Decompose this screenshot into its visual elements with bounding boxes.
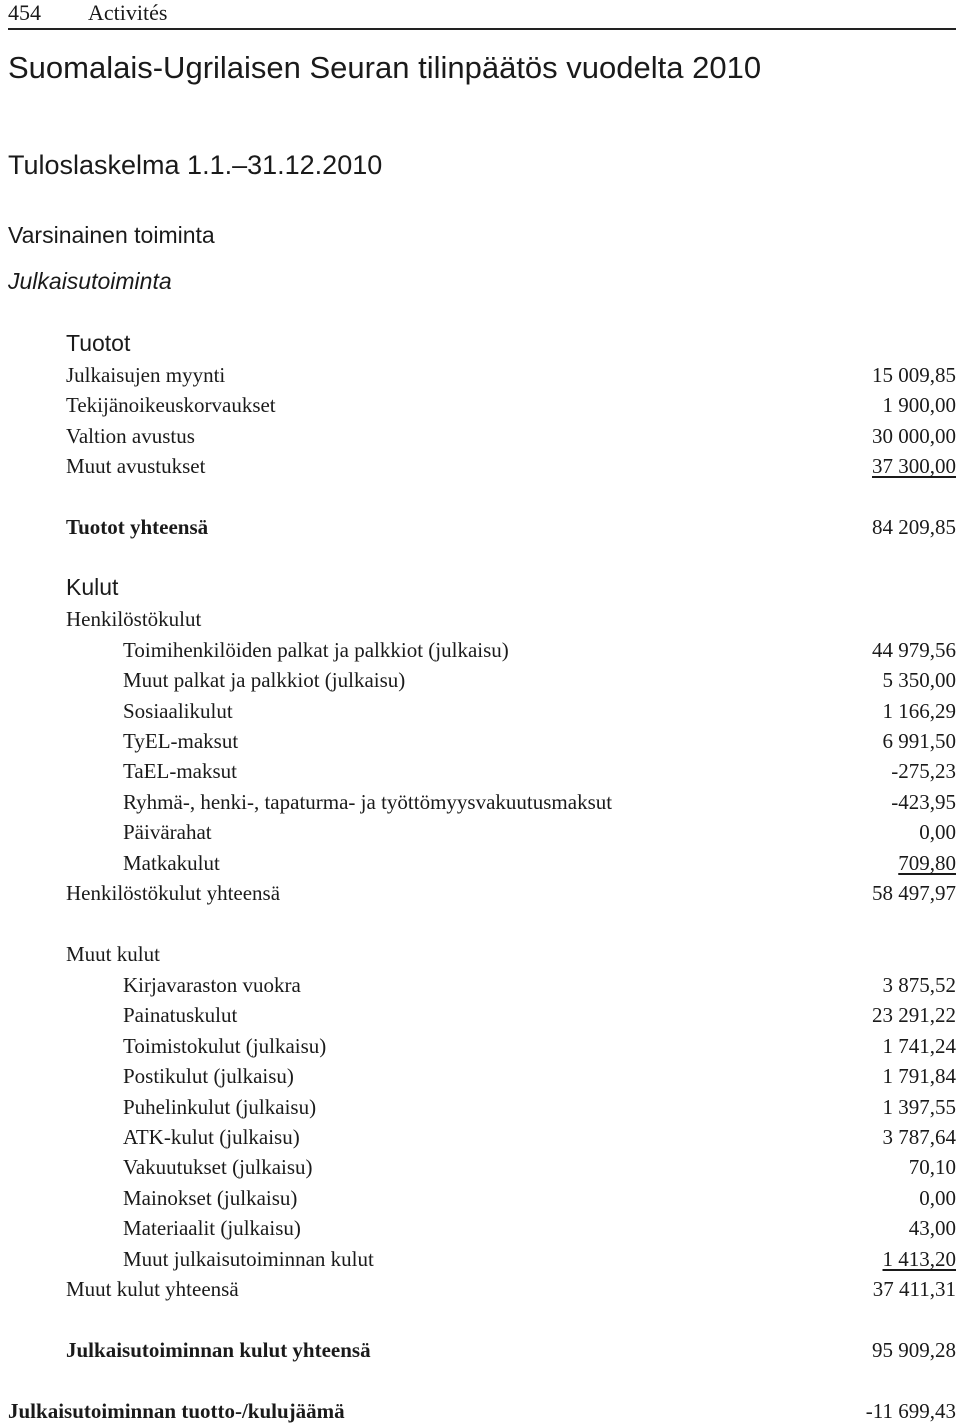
row-amount: 1 791,84 <box>882 1064 956 1088</box>
table-row <box>0 1032 960 1062</box>
row-label: Toimistokulut (julkaisu) <box>123 1034 327 1058</box>
row-amount: -11 699,43 <box>865 1399 956 1423</box>
row-amount: 84 209,85 <box>872 515 956 539</box>
row-label: Julkaisujen myynti <box>66 363 226 387</box>
row-amount: 23 291,22 <box>872 1003 956 1027</box>
row-label: Muut kulut <box>66 942 160 966</box>
row-label: Henkilöstökulut yhteensä <box>66 881 281 905</box>
row-amount: 0,00 <box>919 820 956 844</box>
row-amount: 3 875,52 <box>882 973 956 997</box>
row-label: Tuotot <box>66 330 131 356</box>
page-number: 454 <box>8 0 41 25</box>
row-amount: 1 166,29 <box>882 699 956 723</box>
table-row <box>0 1275 960 1305</box>
running-section-title: Activités <box>88 0 168 25</box>
row-amount: 70,10 <box>908 1155 956 1179</box>
row-amount: 58 497,97 <box>872 881 956 905</box>
row-label: Sosiaalikulut <box>123 699 233 723</box>
row-amount: 6 991,50 <box>882 729 956 753</box>
section-heading: Varsinainen toiminta <box>8 222 215 248</box>
row-label: Ryhmä-, henki-, tapaturma- ja työttömyysvakuutusmaksut <box>123 790 613 814</box>
row-label: Valtion avustus <box>66 424 195 448</box>
row-amount: 37 300,00 <box>872 454 956 478</box>
subsection-heading: Julkaisutoiminta <box>8 268 172 294</box>
table-row <box>0 727 960 757</box>
row-label: Kirjavaraston vuokra <box>123 973 301 997</box>
table-row <box>0 1062 960 1092</box>
row-label: Henkilöstökulut <box>66 607 202 631</box>
table-row <box>0 879 960 909</box>
document-title: Suomalais-Ugrilaisen Seuran tilinpäätös vuodelta 2010 <box>8 50 762 85</box>
table-row <box>0 849 960 879</box>
table-row <box>0 697 960 727</box>
row-amount: -275,23 <box>891 759 956 783</box>
table-row <box>0 1153 960 1183</box>
row-amount: 1 741,24 <box>882 1034 956 1058</box>
table-row <box>0 605 960 635</box>
table-row <box>0 452 960 482</box>
table-row <box>0 361 960 391</box>
table-row <box>0 513 960 543</box>
table-row <box>0 636 960 666</box>
row-amount: 1 413,20 <box>882 1247 956 1271</box>
row-label: ATK-kulut (julkaisu) <box>123 1125 300 1149</box>
row-amount: 1 397,55 <box>882 1095 956 1119</box>
row-label: Tuotot yhteensä <box>66 515 209 539</box>
table-row <box>0 330 960 360</box>
table-row <box>0 757 960 787</box>
table-row <box>0 422 960 452</box>
row-label: Toimihenkilöiden palkat ja palkkiot (julkaisu) <box>123 638 509 662</box>
row-amount: 1 900,00 <box>882 393 956 417</box>
row-label: Vakuutukset (julkaisu) <box>123 1155 313 1179</box>
row-amount: 95 909,28 <box>872 1338 956 1362</box>
page-header <box>8 0 956 30</box>
row-amount: 43,00 <box>908 1216 956 1240</box>
row-label: TyEL-maksut <box>123 729 239 753</box>
row-label: Muut kulut yhteensä <box>66 1277 239 1301</box>
row-label: Muut julkaisutoiminnan kulut <box>123 1247 374 1271</box>
row-amount: -423,95 <box>891 790 956 814</box>
table-row <box>0 1397 960 1427</box>
table-row <box>0 1184 960 1214</box>
table-row <box>0 391 960 421</box>
row-label: Päivärahat <box>123 820 212 844</box>
row-amount: 30 000,00 <box>872 424 956 448</box>
row-label: Julkaisutoiminnan kulut yhteensä <box>66 1338 371 1362</box>
row-label: Matkakulut <box>123 851 220 875</box>
row-amount: 44 979,56 <box>872 638 956 662</box>
row-amount: 37 411,31 <box>872 1277 956 1301</box>
table-row <box>0 940 960 970</box>
table-row <box>0 1214 960 1244</box>
row-label: Puhelinkulut (julkaisu) <box>123 1095 317 1119</box>
table-row <box>0 1245 960 1275</box>
table-row <box>0 1093 960 1123</box>
row-label: Mainokset (julkaisu) <box>123 1186 298 1210</box>
row-amount: 3 787,64 <box>882 1125 956 1149</box>
row-amount: 5 350,00 <box>882 668 956 692</box>
row-label: Muut palkat ja palkkiot (julkaisu) <box>123 668 406 692</box>
table-row <box>0 818 960 848</box>
row-label: Tekijänoikeuskorvaukset <box>66 393 276 417</box>
row-label: Materiaalit (julkaisu) <box>123 1216 301 1240</box>
table-row <box>0 1336 960 1366</box>
row-label: Painatuskulut <box>123 1003 238 1027</box>
table-row <box>0 574 960 604</box>
row-amount: 709,80 <box>898 851 956 875</box>
table-row <box>0 1123 960 1153</box>
row-label: Muut avustukset <box>66 454 206 478</box>
table-row <box>0 1001 960 1031</box>
row-amount: 15 009,85 <box>872 363 956 387</box>
table-row <box>0 788 960 818</box>
row-amount: 0,00 <box>919 1186 956 1210</box>
row-label: TaEL-maksut <box>123 759 237 783</box>
table-row <box>0 666 960 696</box>
statement-subtitle: Tuloslaskelma 1.1.–31.12.2010 <box>8 150 383 180</box>
row-label: Julkaisutoiminnan tuotto-/kulujäämä <box>8 1399 345 1423</box>
row-label: Kulut <box>66 574 119 600</box>
row-label: Postikulut (julkaisu) <box>123 1064 294 1088</box>
table-row <box>0 971 960 1001</box>
